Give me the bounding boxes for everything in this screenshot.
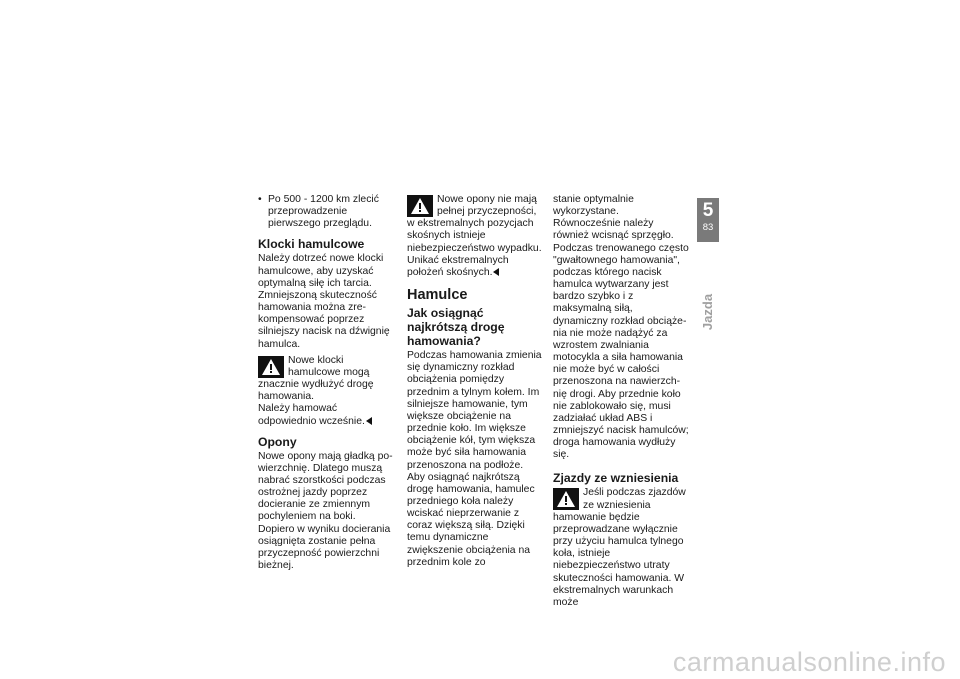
warning-text: Nowe klocki hamulcowe mogą znacznie wydłużyć drogę hamowania. [258,354,374,403]
warning-text: Nowe opony nie mają pełnej przyczepności, w ekstremalnych pozycjach skośnych istnieje niebezpieczeństwo wypadku. [407,194,542,254]
warning-block [553,487,689,609]
end-mark-icon [493,268,499,276]
warning-text: Jeśli podczas zjazdów ze wzniesienia hamowanie będzie przeprowadzane wyłącznie przy użyciu hamulca tylnego koła, istnieje niebezpieczeństwo utraty skuteczności hamowania. W ekstremalnych warunkach może [553,487,686,608]
warning-triangle-icon [553,488,579,510]
bullet-icon: • [258,194,262,205]
warning-instruction: Należy hamować odpowiednio wcześnie. [258,403,394,427]
warning-block [258,355,394,428]
bullet-text: Po 500 - 1200 km zlecić przeprowadzenie pierwszego przeglądu. [268,194,379,230]
paragraph-braking-1: Podczas hamowania zmienia się dynamiczny rozkład obciążenia pomiędzy przednim a tylnym kołem. Im silniejsze hamowanie, tym większe obciążenie na przednie koło. Im większe obciążenie kół, tym większa może być siła hamowania przenoszona na podłoże. [407,350,542,471]
text-column-3 [553,194,689,609]
heading-brakes: Hamulce [407,287,468,304]
warning-instruction: Unikać ekstremalnych położeń skośnych. [407,254,509,278]
paragraph-brake-pads: Należy dotrzeć nowe klocki hamulcowe, aby uzyskać optymalną siłę ich tarcia. Zmniejszoną skuteczność hamowania można zrekompensować poprzez silniejszy nacisk na dźwignię hamulca. [258,253,390,350]
text-column-2 [407,194,543,569]
paragraph-braking-cont: stanie optymalnie wykorzystane. Równocześnie należy również wcisnąć sprzęgło. Podczas trenowanego często "gwałtownego hamowania", podczas którego nacisk hamulca wytwarzany jest bardzo szybko i z maksymalną siłą, dynamiczny rozkład obciążenia nie może nadążyć za wzrostem zwalniania motocykla a siła hamowania nie może być w całości przenoszona na nawierzchnię drogi. Aby przednie koło nie zablokowało się, musi zadziałać układ ABS i zmniejszyć nacisk hamulców; droga hamowania wydłuży się. [553,194,689,461]
warning-triangle-icon [258,356,284,378]
watermark: carmanualsonline.info [672,647,946,677]
heading-shortest-braking: Jak osiągnąć najkrótszą drogę hamowania? [407,306,505,349]
heading-downhill: Zjazdy ze wzniesienia [553,471,679,486]
chapter-title: Jazda [700,293,715,331]
end-mark-icon [366,417,372,425]
paragraph-tyres: Nowe opony mają gładką powierzchnię. Dlatego muszą nabrać szorstkości podczas ostrożnej jazdy poprzez docieranie ze zmiennym pochyleniem na boki. Dopiero w wyniku docierania osiągnięta zostanie pełna przyczepność powierzchni bieżnej. [258,450,393,572]
page-number: 83 [702,222,714,233]
heading-brake-pads: Klocki hamulcowe [258,237,365,252]
text-column-1 [258,194,394,572]
chapter-number: 5 [702,200,714,221]
heading-tyres: Opony [258,434,297,449]
bullet-item [258,194,394,230]
paragraph-braking-2: Aby osiągnąć najkrótszą drogę hamowania, hamulec przedniego koła należy wciskać nieprzerwanie z coraz większą siłą. Dzięki temu dynamiczne zwiększenie obciążenia na przednim kole zo [407,471,535,568]
warning-triangle-icon [407,195,433,217]
warning-block [407,194,543,279]
chapter-tab [697,198,719,242]
